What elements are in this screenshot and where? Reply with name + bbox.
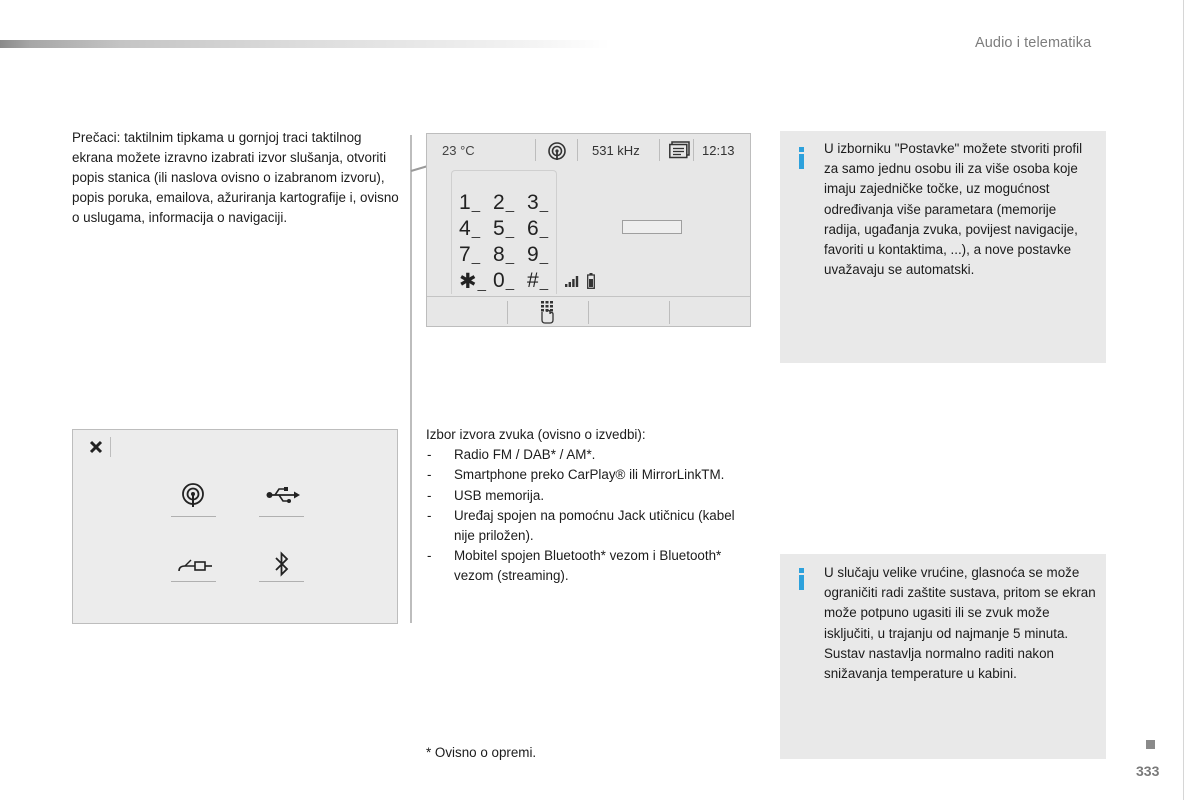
phone-keypad	[459, 191, 561, 294]
page-number: 333	[1136, 763, 1160, 779]
keypad-icon[interactable]	[537, 300, 557, 324]
bottom-bar-separator	[507, 301, 508, 324]
keypad-key[interactable]: 9_	[527, 243, 550, 266]
top-bar-separator	[659, 139, 660, 161]
screen-temperature: 23 °C	[442, 143, 475, 158]
info-icon	[799, 568, 804, 590]
keypad-key[interactable]: #_	[527, 269, 550, 292]
info-box-heat	[780, 554, 1106, 759]
keypad-key[interactable]: 8_	[493, 243, 516, 266]
panel-separator	[110, 437, 111, 457]
page-edge-rule	[1183, 0, 1184, 800]
radio-icon[interactable]	[547, 141, 567, 161]
info-box-heat-text: U slučaju velike vrućine, glasnoća se može ograničiti radi zaštite sustava, pritom se ekran može potpuno ugasiti ili se zvuk može isključiti, u trajanju od najmanje 5 minuta. Sustav nastavlja normalno raditi nakon snižavanja temperature u kabini.	[824, 565, 1096, 682]
info-icon	[799, 147, 804, 169]
top-bar-separator	[577, 139, 578, 161]
messages-icon[interactable]	[669, 141, 691, 159]
section-title: Audio i telematika	[975, 35, 1092, 51]
signal-icon	[565, 275, 581, 287]
source-underline	[171, 581, 216, 582]
list-item: - Radio FM / DAB* / AM*.	[427, 447, 596, 463]
keypad-key[interactable]: 4_	[459, 217, 482, 240]
close-icon[interactable]	[88, 439, 104, 455]
info-box-profiles	[780, 131, 1106, 363]
source-underline	[171, 516, 216, 517]
list-item: - Mobitel spojen Bluetooth* vezom i Bluetooth* vezom (streaming).	[427, 548, 722, 584]
screen-top-bar	[427, 134, 750, 166]
header-gradient-bar	[0, 40, 610, 48]
radio-icon[interactable]	[181, 482, 205, 508]
keypad-key[interactable]: 5_	[493, 217, 516, 240]
list-item: - Uređaj spojen na pomoćnu Jack utičnicu (kabel nije priložen).	[427, 507, 735, 544]
source-underline	[259, 516, 304, 517]
top-bar-separator	[535, 139, 536, 161]
sources-intro: Izbor izvora zvuka (ovisno o izvedbi):	[426, 427, 646, 442]
screen-bottom-bar	[427, 296, 750, 327]
keypad-key[interactable]: 0_	[493, 269, 516, 292]
bottom-bar-separator	[669, 301, 670, 324]
screen-frequency: 531 kHz	[592, 143, 640, 158]
keypad-key[interactable]: 7_	[459, 243, 482, 266]
keypad-key[interactable]: 6_	[527, 217, 550, 240]
list-item: - USB memorija.	[427, 487, 545, 503]
footnote: * Ovisno o opremi.	[426, 745, 537, 760]
source-underline	[259, 581, 304, 582]
info-box-profiles-text: U izborniku "Postavke" možete stvoriti profil za samo jednu osobu ili za više osoba koje imaju zajedničke točke, uz mogućnost određivanja više parametara (memorije radija, ugađanja zvuka, povijest navigacije, favoriti u kontaktima, ...), a nove postavke uvažavaju se automatski.	[824, 141, 1083, 278]
top-bar-separator	[693, 139, 694, 161]
column-divider	[410, 135, 412, 623]
keypad-key[interactable]: ✱_	[459, 270, 487, 293]
source-selection-panel	[72, 429, 398, 624]
touchscreen-illustration	[426, 133, 751, 327]
list-item: - Smartphone preko CarPlay® ili MirrorLinkTM.	[427, 467, 725, 483]
intro-paragraph: Prečaci: taktilnim tipkama u gornjoj traci taktilnog ekrana možete izravno izabrati izvor slušanja, otvoriti popis stanica (ili naslova ovisno o izabranom izvoru), popis poruka, emailova, ažuriranja kartografije i, ovisno o uslugama, informacija o navigaciji.	[72, 130, 399, 225]
page-marker	[1146, 740, 1155, 749]
keypad-key[interactable]: 2_	[493, 191, 516, 214]
battery-icon	[587, 273, 595, 289]
audio-sources-list	[426, 425, 756, 587]
number-display-field	[622, 220, 682, 234]
keypad-key[interactable]: 3_	[527, 191, 550, 214]
keypad-key[interactable]: 1_	[459, 191, 482, 214]
jack-icon[interactable]	[177, 556, 213, 576]
usb-icon[interactable]	[266, 486, 300, 504]
screen-time: 12:13	[702, 143, 735, 158]
bottom-bar-separator	[588, 301, 589, 324]
bluetooth-icon[interactable]	[274, 551, 290, 577]
